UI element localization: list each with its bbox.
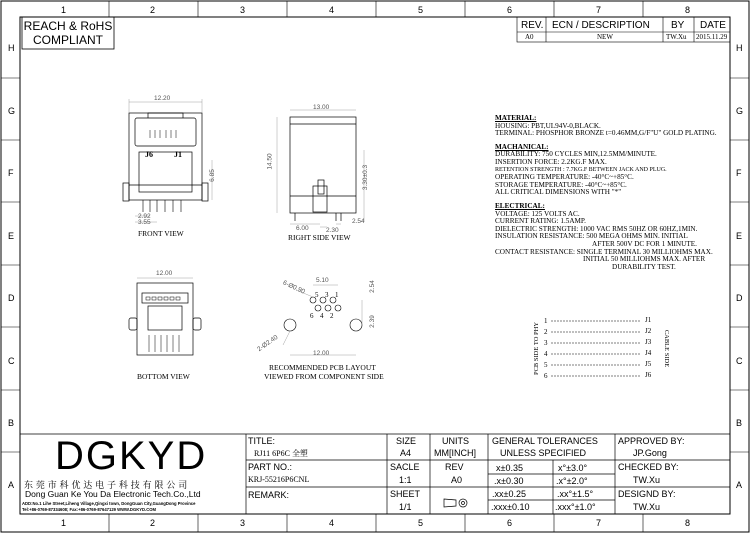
tolerance-linear-0: x±0.35 — [496, 463, 523, 473]
compliance-label — [22, 19, 114, 47]
rev-label: REV — [445, 462, 464, 472]
dim-pcb-holes: 6-Ø0.90 — [281, 279, 306, 296]
zone-row-h-right: H — [736, 43, 743, 53]
zone-row-e-right: E — [736, 231, 743, 241]
date-header: DATE — [700, 20, 726, 31]
zone-row-c: C — [8, 356, 15, 366]
zone-col-1-bottom: 1 — [61, 518, 67, 528]
tolerance-angular-1: .x°±2.0° — [556, 476, 588, 486]
right-side-view-drawing — [277, 110, 364, 227]
date-value: 2015.11.29 — [696, 33, 728, 41]
tolerance-linear-1: .x±0.30 — [494, 476, 524, 486]
zone-row-g-right: G — [736, 106, 744, 116]
zone-row-c-right: C — [736, 356, 743, 366]
schematic-pin-4: 4 — [544, 350, 548, 358]
schematic-jack-j6: J6 — [645, 371, 652, 379]
zone-col-3-bottom: 3 — [240, 518, 246, 528]
dim-side-6: 6.00 — [296, 225, 309, 232]
dim-side-254: 2.54 — [352, 218, 365, 225]
zone-row-e: E — [8, 231, 15, 241]
designed-by-label: DESIGND BY: — [618, 489, 676, 499]
spec-insulation: INSULATION RESISTANCE: 500 MEGA OHMS MIN. INITIAL — [495, 232, 688, 241]
part-no-value: KRJ-55216P6CNL — [248, 475, 310, 484]
zone-row-g: G — [8, 106, 16, 116]
zone-col-7-bottom: 7 — [596, 518, 602, 528]
pcb-pin-6: 6 — [310, 312, 314, 320]
spec-current: CURRENT RATING: 1.5AMP. — [495, 217, 586, 226]
zone-col-4-bottom: 4 — [329, 518, 335, 528]
zone-col-3: 3 — [240, 5, 246, 15]
spec-mechanical-title: MACHANICAL: — [495, 142, 549, 151]
spec-voltage: VOLTAGE: 125 VOLTS AC. — [495, 209, 580, 218]
rev-value: A0 — [525, 33, 534, 41]
front-view-drawing — [123, 99, 212, 222]
dim-pcb-239: 2.39 — [368, 315, 376, 328]
spec-terminal: TERMINAL: PHOSPHOR BRONZE t=0.46MM,G/F"U" GOLD PLATING. — [495, 129, 717, 138]
part-no-label: PART NO.: — [248, 462, 293, 472]
spec-contact: CONTACT RESISTANCE: SINGLE TERMINAL 30 MILLIOHMS MAX. — [495, 247, 713, 256]
pcb-pin-3: 3 — [325, 291, 329, 299]
tolerance-title-2: UNLESS SPECIFIED — [500, 448, 587, 458]
zone-col-5: 5 — [418, 5, 424, 15]
zone-row-h: H — [8, 43, 15, 53]
zone-row-f: F — [8, 168, 14, 178]
zone-row-f-right: F — [736, 168, 742, 178]
company-name-cn: 东 莞 市 科 优 达 电 子 科 技 有 限 公 司 — [24, 481, 188, 491]
checked-by-value: TW.Xu — [633, 475, 661, 485]
zone-col-8-bottom: 8 — [685, 518, 691, 528]
zone-col-6: 6 — [507, 5, 513, 15]
tolerance-title-1: GENERAL TOLERANCES — [492, 436, 598, 446]
spec-critical: ALL CRITICAL DIMENSIONS WITH "*" — [495, 188, 622, 197]
schematic-jack-j5: J5 — [645, 360, 652, 368]
zone-col-4: 4 — [329, 5, 335, 15]
spec-dielectric: DIELECTRIC STRENGTH: 1000 VAC RMS 50HZ OR 60HZ,1MIN. — [495, 224, 698, 233]
tolerance-angular-3: .xxx°±1.0° — [555, 502, 596, 512]
title-label: TITLE: — [248, 436, 276, 446]
spec-contact-3: DURABILITY TEST. — [612, 262, 676, 271]
compliance-line-1: REACH & RoHS — [23, 19, 113, 33]
scale-label: SACLE — [390, 462, 420, 472]
zone-row-b: B — [8, 418, 15, 428]
spec-insertion: INSERTION FORCE: 2.2KG.F MAX. — [495, 157, 607, 166]
pcb-layout-label-2: VIEWED FROM COMPONENT SIDE — [264, 372, 384, 381]
schematic-pin-3: 3 — [544, 339, 548, 347]
scale-value: 1:1 — [399, 475, 412, 485]
zone-row-a-right: A — [736, 480, 743, 490]
front-jack-j1: J1 — [174, 150, 182, 159]
tolerance-linear-3: .xxx±0.10 — [491, 502, 530, 512]
zone-col-5-bottom: 5 — [418, 518, 424, 528]
spec-material-title: MATERIAL: — [495, 114, 537, 122]
spec-retention: RETENTION STRENGTH : 7.7KG.F BETWEEN JACK AND PLUG. — [495, 166, 667, 173]
company-logo: DGKYD — [55, 434, 208, 478]
spec-insulation-2: AFTER 500V DC FOR 1 MINUTE. — [592, 239, 697, 248]
zone-col-7: 7 — [596, 5, 602, 15]
spec-housing: HOUSING: PBT,UL94V-0,BLACK. — [495, 121, 601, 130]
front-view-label: FRONT VIEW — [138, 229, 184, 238]
dim-front-pitch-1: 2.92 — [138, 213, 151, 220]
dim-pcb-1200: 12.00 — [313, 350, 330, 357]
schematic-jack-j3: J3 — [645, 338, 652, 346]
spec-contact-2: INITIAL 50 MILLIOHMS MAX. AFTER — [583, 255, 706, 264]
rev-header: REV. — [521, 20, 544, 31]
dim-side-height: 14.50 — [266, 153, 274, 170]
schematic-pin-6: 6 — [544, 372, 548, 380]
schematic-pin-1: 1 — [544, 317, 548, 325]
dim-side-width: 13.00 — [313, 104, 330, 111]
schematic-pin-2: 2 — [544, 328, 548, 336]
approved-by-value: JP.Gong — [633, 448, 667, 458]
bottom-view-label: BOTTOM VIEW — [137, 372, 190, 381]
schematic-pin-5: 5 — [544, 361, 548, 369]
by-header: BY — [671, 20, 685, 31]
spec-electrical-title: ELECTRICAL: — [495, 201, 545, 210]
dim-front-pitch-2: 3.55 — [138, 219, 151, 226]
pcb-pin-2: 2 — [330, 312, 334, 320]
size-label: SIZE — [396, 436, 417, 446]
pcb-layout-drawing — [283, 285, 362, 355]
zone-col-8: 8 — [685, 5, 691, 15]
tolerance-linear-2: .xx±0.25 — [492, 489, 526, 499]
bottom-view-drawing — [129, 278, 201, 355]
dim-pcb-510: 5.10 — [316, 277, 329, 284]
dim-pcb-254: 2.54 — [368, 280, 376, 293]
approved-by-label: APPROVED BY: — [618, 436, 685, 446]
schematic-lines — [551, 321, 641, 376]
pcb-layout-label-1: RECOMMENDED PCB LAYOUT — [269, 363, 376, 372]
pcb-pin-4: 4 — [320, 312, 324, 320]
dim-side-height-2: 3.30±0.3 — [362, 164, 370, 191]
spec-operating: OPERATING TEMPERATURE: -40°C~+85°C. — [495, 173, 634, 182]
compliance-line-2: COMPLIANT — [32, 33, 103, 47]
title-value: RJ11 6P6C 全塑 — [254, 449, 308, 458]
right-side-view-label: RIGHT SIDE VIEW — [288, 233, 351, 242]
dim-side-230: 2.30 — [326, 227, 339, 234]
rev-field-value: A0 — [451, 475, 463, 485]
spec-durability: DURABILITY: 750 CYCLES MIN,12.5MM/MINUTE. — [495, 150, 657, 159]
zone-row-d: D — [8, 293, 15, 303]
ecn-value: NEW — [597, 33, 613, 41]
zone-row-b-right: B — [736, 418, 743, 428]
zone-col-6-bottom: 6 — [507, 518, 513, 528]
company-contact: Tel:+86-0769-87334608; Fax:+86-0769-87647129 WWW.DGKYD.COM — [22, 507, 156, 512]
dim-front-height: 6.85 — [208, 169, 216, 182]
zone-row-a: A — [8, 480, 15, 490]
units-label: UNITS — [442, 436, 469, 446]
dim-bottom-width: 12.00 — [156, 270, 173, 277]
units-value: MM[INCH] — [434, 448, 476, 458]
zone-row-d-right: D — [736, 293, 743, 303]
sheet-value: 1/1 — [399, 502, 412, 512]
company-address: ADD:No.1 Lihe Street,Liheng Village,Qingxi town, DongGuan City,GuangDong Province — [22, 501, 196, 506]
size-value: A4 — [400, 448, 412, 458]
pcb-pin-5: 5 — [315, 291, 319, 299]
dim-front-width: 12.20 — [154, 95, 171, 102]
dim-pcb-big-holes: 2-Ø2.40 — [256, 333, 280, 354]
schematic-cable-side: CABLE SIDE — [663, 329, 671, 368]
specifications — [495, 115, 717, 271]
schematic-jack-j1: J1 — [645, 316, 652, 324]
front-jack-j6: J6 — [145, 150, 153, 159]
sheet-label: SHEET — [390, 489, 421, 499]
ecn-header: ECN / DESCRIPTION — [552, 20, 650, 31]
by-value: TW.Xu — [666, 33, 687, 41]
schematic-jack-j2: J2 — [645, 327, 652, 335]
schematic-pcb-side: PCB SIDE TO PHY — [533, 321, 541, 376]
zone-col-2: 2 — [150, 5, 156, 15]
designed-by-value: TW.Xu — [633, 502, 661, 512]
zone-col-2-bottom: 2 — [150, 518, 156, 528]
schematic-jack-j4: J4 — [645, 349, 652, 357]
spec-storage: STORAGE TEMPERATURE: -40°C~+85°C. — [495, 180, 627, 189]
tolerance-angular-2: .xx°±1.5° — [557, 489, 594, 499]
checked-by-label: CHECKED BY: — [618, 462, 679, 472]
company-name-en: Dong Guan Ke You Da Electronic Tech.Co.,Ltd — [25, 489, 201, 499]
zone-col-1: 1 — [61, 5, 67, 15]
pcb-pin-1: 1 — [335, 291, 339, 299]
tolerance-angular-0: x°±3.0° — [558, 463, 588, 473]
remark-label: REMARK: — [248, 490, 290, 500]
